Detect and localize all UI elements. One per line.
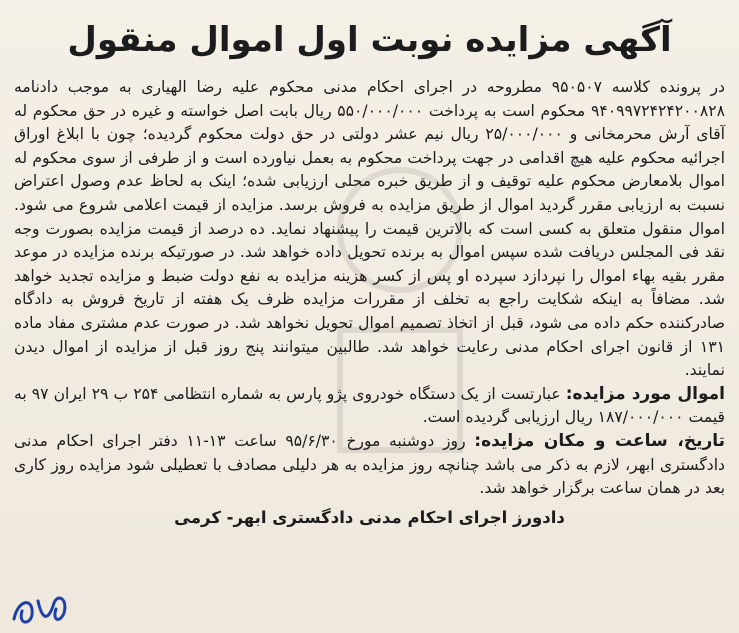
schedule-label: تاریخ، ساعت و مکان مزایده: <box>474 430 726 451</box>
schedule-text: روز دوشنبه مورخ ۹۵/۶/۳۰ ساعت ۱۳-۱۱ دفتر اجرای احکام مدنی دادگستری ابهر، لازم به ذکر می باشد چنانچه روز مزایده به هر دلیلی مصادف با تعطیلی شود مزایده روز کاری بعد در همان ساعت برگزار خواهد شد. <box>14 431 725 498</box>
schedule-section <box>14 430 725 501</box>
notice-title: آگهی مزایده نوبت اول اموال منقول <box>67 20 672 60</box>
property-label: اموال مورد مزایده: <box>565 383 726 404</box>
notice-body: در پرونده کلاسه ۹۵۰۵۰۷ مطروحه در اجرای احکام مدنی محکوم علیه رضا الهیاری به موجب دادنامه ۹۴۰۹۹۷۲۴۲۴۲۰۰۸۲۸ محکوم است به پرداخت ۵۵۰/۰۰۰/۰۰۰ ریال بابت اصل خواسته و غیره در حق محکوم له آقای آرش محرمخانی و ۲۵/۰۰۰/۰۰۰ ریال نیم عشر دولتی در حق دولت محکوم گردیده؛ چون با ابلاغ اوراق اجرائیه محکوم علیه هیچ اقدامی در جهت پرداخت محکوم به بعمل نیاورده است و از طرفی از سوی محکوم له اموال بلامعارض محکوم علیه توقیف و از طریق خبره محلی ارزیابی شده؛ اینک به لحاظ عدم وصول اعتراض نسبت به ارزیابی مقرر گردید اموال از طریق مزایده به فروش برسد. مزایده از قیمت اعلامی شروع می شود. اموال منقول متعلق به کسی است که بالاترین قیمت را پیشنهاد نماید. ده درصد از قیمت مزایده بصورت وجه نقد فی المجلس دریافت شده سپس اموال به برنده تحویل داده خواهد شد. در صورتیکه برنده مزایده در موعد مقرر بقیه بهاء اموال را نپردازد سپرده او پس از کسر هزینه مزایده به نفع دولت ضبط و مزایده تجدید خواهد شد. مضافاً به اینکه شکایت راجع به تخلف از مقررات مزایده ظرف یک هفته از تاریخ فروش به دادگاه صادرکننده حکم داده می شود، قبل از اتخاذ تصمیم اموال تحویل نخواهد شد. در صورت عدم مشتری مفاد ماده ۱۳۱ از قانون اجرای احکام مدنی رعایت خواهد شد. طالبین میتوانند پنج روز قبل از مزایده از اموال دیدن نمایند. <box>14 78 726 380</box>
property-text: عبارتست از یک دستگاه خودروی پژو پارس به شماره انتظامی ۲۵۴ ب ۲۹ ایران ۹۷ به قیمت ۱۸۷/۰۰۰/۰۰۰ ریال ارزیابی گردیده است. <box>14 384 725 427</box>
handwritten-mark <box>8 589 78 629</box>
property-section <box>14 383 725 430</box>
signature-line: دادورز اجرای احکام مدنی دادگستری ابهر- کرمی <box>174 507 565 527</box>
